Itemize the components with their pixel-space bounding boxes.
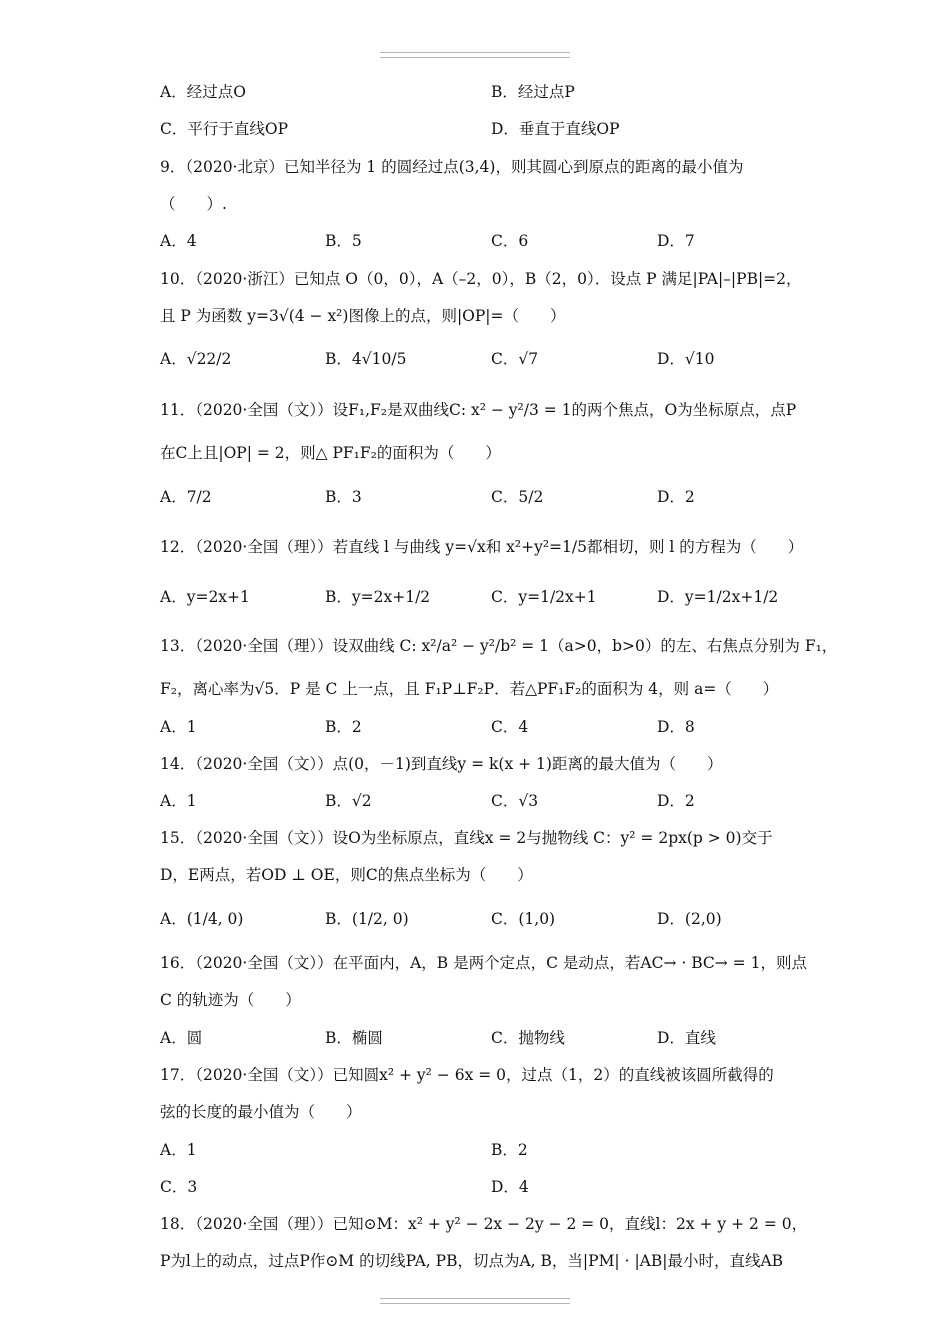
q10-option-a: A．√22/2 (160, 350, 232, 368)
q17-option-c: C．3 (160, 1178, 198, 1196)
q10-stem-line1: 10．（2020·浙江）已知点 O（0，0），A（–2，0），B（2，0）．设点 P 满足|PA|–|PB|=2， (160, 270, 802, 288)
q10-stem-line2: 且 P 为函数 y=3√(4 − x²)图像上的点，则|OP|=（ ） (160, 307, 566, 325)
q11-stem-line2: 在C上且|OP| = 2，则△ PF₁F₂的面积为（ ） (160, 444, 501, 462)
q8-option-d: D．垂直于直线OP (491, 120, 620, 138)
q11-option-b: B．3 (325, 488, 362, 506)
q16-option-d: D．直线 (657, 1029, 716, 1047)
q14-option-b: B．√2 (325, 792, 372, 810)
q11-stem-line1: 11．（2020·全国（文））设F₁,F₂是双曲线C: x² − y²/3 = 1的两个焦点，O为坐标原点，点P (160, 401, 797, 419)
q16-option-c: C．抛物线 (491, 1029, 565, 1047)
q11-option-a: A．7/2 (160, 488, 212, 506)
q16-option-b: B．椭圆 (325, 1029, 383, 1047)
q9-option-d: D．7 (657, 232, 695, 250)
q15-stem-line1: 15．（2020·全国（文））设O为坐标原点，直线x = 2与抛物线 C：y² = 2px(p > 0)交于 (160, 829, 773, 847)
q13-option-c: C．4 (491, 718, 529, 736)
q13-stem-line2: F₂，离心率为√5．P 是 C 上一点，且 F₁P⊥F₂P．若△PF₁F₂的面积为 4，则 a=（ ） (160, 680, 779, 698)
q9-stem-line2: （ ）. (160, 195, 227, 213)
q12-option-a: A．y=2x+1 (160, 588, 250, 606)
q15-option-d: D．(2,0) (657, 910, 722, 928)
q15-option-a: A．(1/4, 0) (160, 910, 244, 928)
q10-option-d: D．√10 (657, 350, 715, 368)
q13-option-d: D．8 (657, 718, 695, 736)
q11-option-d: D．2 (657, 488, 695, 506)
q8-option-b: B．经过点P (491, 83, 575, 101)
q12-option-b: B．y=2x+1/2 (325, 588, 431, 606)
q9-option-a: A．4 (160, 232, 197, 250)
q17-option-b: B．2 (491, 1141, 528, 1159)
q9-option-c: C．6 (491, 232, 529, 250)
q16-stem-line1: 16．（2020·全国（文））在平面内，A，B 是两个定点，C 是动点，若AC→ · BC→ = 1，则点 (160, 954, 807, 972)
q9-option-b: B．5 (325, 232, 362, 250)
q17-stem-line2: 弦的长度的最小值为（ ） (160, 1103, 362, 1121)
q12-stem: 12．（2020·全国（理））若直线 l 与曲线 y=√x和 x²+y²=1/5都相切，则 l 的方程为（ ） (160, 538, 804, 556)
q13-stem-line1: 13．（2020·全国（理））设双曲线 C: x²/a² − y²/b² = 1（a>0，b>0）的左、右焦点分别为 F₁， (160, 637, 838, 655)
q12-option-c: C．y=1/2x+1 (491, 588, 597, 606)
top-divider (380, 52, 570, 58)
q14-option-c: C．√3 (491, 792, 539, 810)
q16-stem-line2: C 的轨迹为（ ） (160, 991, 301, 1009)
q17-option-a: A．1 (160, 1141, 197, 1159)
q9-stem-line1: 9．（2020·北京）已知半径为 1 的圆经过点(3,4)，则其圆心到原点的距离的最小值为 (160, 158, 744, 176)
q14-option-a: A．1 (160, 792, 197, 810)
q12-option-d: D．y=1/2x+1/2 (657, 588, 779, 606)
q15-option-c: C．(1,0) (491, 910, 556, 928)
q8-option-a: A．经过点O (160, 83, 246, 101)
bottom-divider (380, 1298, 570, 1304)
q10-option-b: B．4√10/5 (325, 350, 407, 368)
q13-option-b: B．2 (325, 718, 362, 736)
q10-option-c: C．√7 (491, 350, 539, 368)
q18-stem-line1: 18．（2020·全国（理））已知⊙M：x² + y² − 2x − 2y − 2 = 0，直线l：2x + y + 2 = 0， (160, 1215, 808, 1233)
q17-stem-line1: 17．（2020·全国（文））已知圆x² + y² − 6x = 0，过点（1，2）的直线被该圆所截得的 (160, 1066, 774, 1084)
q14-stem: 14．（2020·全国（文））点(0，－1)到直线y = k(x + 1)距离的最大值为（ ） (160, 755, 723, 773)
q15-stem-line2: D，E两点，若OD ⊥ OE，则C的焦点坐标为（ ） (160, 866, 533, 884)
q18-stem-line2: P为l上的动点，过点P作⊙M 的切线PA, PB，切点为A, B，当|PM| · |AB|最小时，直线AB (160, 1252, 784, 1270)
q13-option-a: A．1 (160, 718, 197, 736)
q11-option-c: C．5/2 (491, 488, 544, 506)
q15-option-b: B．(1/2, 0) (325, 910, 409, 928)
q14-option-d: D．2 (657, 792, 695, 810)
q16-option-a: A．圆 (160, 1029, 203, 1047)
q8-option-c: C．平行于直线OP (160, 120, 288, 138)
q17-option-d: D．4 (491, 1178, 529, 1196)
